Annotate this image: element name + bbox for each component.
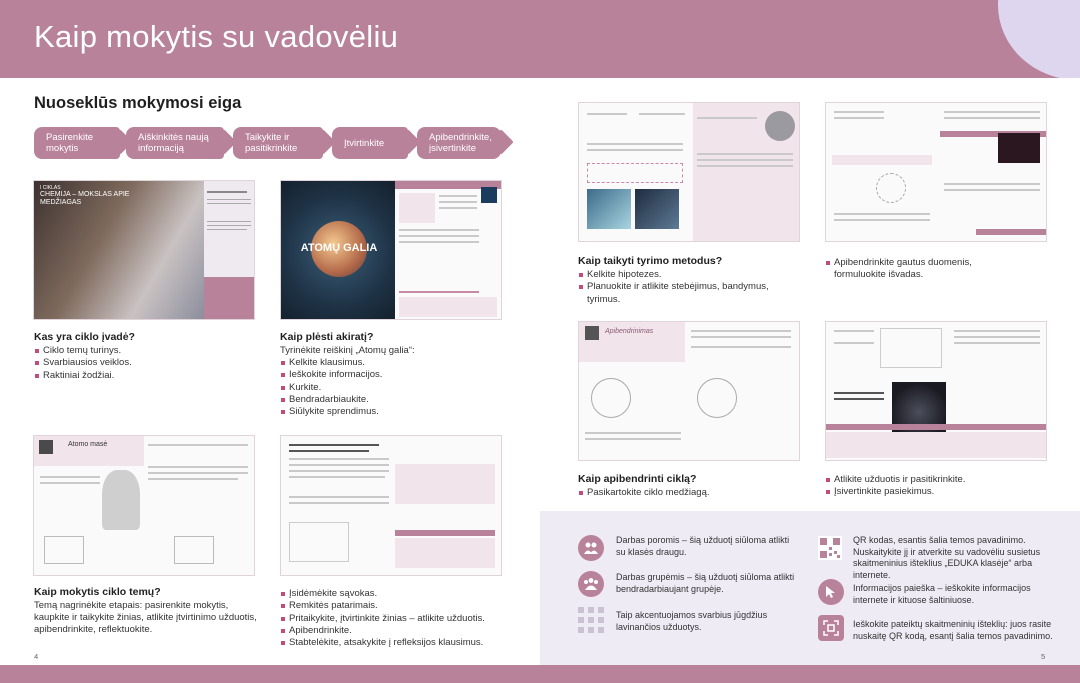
- summarize-list: [578, 487, 710, 499]
- list-item: Atlikite užduotis ir pasitikrinkite.: [825, 474, 965, 486]
- list-item: Siūlykite sprendimus.: [280, 406, 382, 418]
- list-item: Kurkite.: [280, 382, 382, 394]
- legend-digital: Ieškokite pateiktų skaitmeninių išteklių: juos rasite nuskaitę QR kodą, esantį šalia temos pavadinimo.: [853, 619, 1053, 641]
- header-decor-circle: [998, 0, 1080, 78]
- summarize-right-list: [825, 474, 965, 499]
- cycle-side-panel: [204, 181, 255, 320]
- glow-image: [998, 133, 1040, 163]
- pair-work-icon: [578, 535, 604, 561]
- step-1: Pasirenkite mokytis: [34, 127, 120, 159]
- header-band: [0, 0, 1080, 78]
- thumb-topic: [280, 435, 502, 576]
- list-item: Kelkite klausimus.: [280, 357, 382, 369]
- research-list: [578, 269, 778, 306]
- summary-thumb-title: Apibendrinimas: [605, 328, 654, 335]
- thumb-summary: [578, 321, 800, 461]
- list-item: Ciklo temų turinys.: [34, 345, 132, 357]
- thumb-summary-2: [825, 321, 1047, 461]
- scientist-illustration: [102, 470, 140, 530]
- research-title: Kaip taikyti tyrimo metodus?: [578, 255, 723, 267]
- atoms-image: [281, 181, 395, 320]
- atoms-thumb-title: ATOMŲ GALIA: [300, 242, 378, 254]
- page-number-right: 5: [1041, 652, 1046, 661]
- atom-model: [876, 173, 906, 203]
- coin-image: [765, 111, 795, 141]
- group-work-icon: [578, 571, 604, 597]
- list-item: Pasikartokite ciklo medžiagą.: [578, 487, 710, 499]
- qr-code-icon: [39, 440, 53, 454]
- broaden-list: [280, 357, 382, 418]
- thumb-cycle-intro: [33, 180, 255, 320]
- list-item: Raktiniai žodžiai.: [34, 370, 132, 382]
- cycle-label: I CIKLAS: [40, 185, 61, 191]
- list-item: Apibendrinkite gautus duomenis, formuluokite išvadas.: [825, 257, 1025, 282]
- list-item: Kelkite hipotezes.: [578, 269, 778, 281]
- list-item: Svarbiausios veiklos.: [34, 357, 132, 369]
- broaden-title: Kaip plėsti akiratį?: [280, 331, 374, 343]
- cycle-intro-list: [34, 345, 132, 382]
- thumb-research: [578, 102, 800, 242]
- qr-code-icon: [481, 187, 497, 203]
- footer-band: [0, 665, 1080, 683]
- step-4: Įtvirtinkite: [332, 127, 408, 159]
- list-item: Bendradarbiaukite.: [280, 394, 382, 406]
- qr-code-icon: [585, 326, 599, 340]
- list-item: Stabtelėkite, atsakykite į refleksijos klausimus.: [280, 637, 520, 649]
- list-item: Apibendrinkite.: [280, 625, 520, 637]
- list-item: Remkitės patarimais.: [280, 600, 520, 612]
- page-title: Kaip mokytis su vadovėliu: [34, 19, 399, 54]
- step-5: Apibendrinkite, įsivertinkite: [417, 127, 501, 159]
- thumb-atoms: [280, 180, 502, 320]
- cursor-icon: [818, 579, 844, 605]
- topic-right-list: [280, 588, 520, 649]
- list-item: Įsidėmėkite sąvokas.: [280, 588, 520, 600]
- thumb-atom-mass: [33, 435, 255, 576]
- atom-mass-thumb-title: Atomo masė: [68, 441, 108, 448]
- topic-text: Temą nagrinėkite etapais: pasirenkite mokytis, kaupkite ir taikykite žinias, atlikite įtvirtinimo užduotis, apibendrinkite, reflektuokite.: [34, 600, 257, 636]
- thumb-research-2: [825, 102, 1047, 242]
- scan-icon: [818, 615, 844, 641]
- icon-legend-panel: [540, 511, 1080, 665]
- legend-group-work: Darbas grupėmis – šią užduotį siūloma atlikti bendradarbiaujant grupėje.: [616, 572, 795, 594]
- step-3: Taikykite ir pasitikrinkite: [233, 127, 323, 159]
- list-item: Planuokite ir atlikite stebėjimus, bandymus, tyrimus.: [578, 281, 778, 306]
- step-2: Aiškinkitės naują informaciją: [126, 127, 224, 159]
- topic-title: Kaip mokytis ciklo temų?: [34, 586, 161, 598]
- list-item: Pritaikykite, įtvirtinkite žinias – atlikite užduotis.: [280, 613, 520, 625]
- legend-pair-work: Darbas poromis – šią užduotį siūloma atlikti su klasės draugu.: [616, 535, 790, 557]
- research-photo-2: [635, 189, 679, 229]
- list-item: Ieškokite informacijos.: [280, 369, 382, 381]
- legend-search: Informacijos paieška – ieškokite informacijos internete ir kituose šaltiniuose.: [853, 583, 1031, 605]
- legend-qr: QR kodas, esantis šalia temos pavadinimo. Nuskaitykite jį ir atverkite su vadovėliu susietus skaitmeninius išteklius „EDUKA klasėje“ arba internete.: [853, 535, 1041, 580]
- legend-skills: Taip akcentuojamos svarbius jūgdžius lavinančios užduotys.: [616, 610, 768, 632]
- broaden-intro: Tyrinėkite reiškinį „Atomų galia“:: [280, 345, 415, 356]
- skills-dots-icon: [578, 607, 604, 633]
- qr-code-icon: [818, 536, 842, 560]
- section-title: Nuoseklūs mokymosi eiga: [34, 94, 242, 112]
- cycle-intro-title: Kas yra ciklo įvadė?: [34, 331, 135, 343]
- research-photo-1: [587, 189, 631, 229]
- summarize-title: Kaip apibendrinti ciklą?: [578, 473, 697, 485]
- research-right-list: [825, 257, 1025, 282]
- page-number-left: 4: [34, 652, 39, 661]
- cycle-thumb-title: CHEMIJA – MOKSLAS APIE MEDŽIAGAS: [40, 191, 130, 206]
- list-item: Įsivertinkite pasiekimus.: [825, 486, 965, 498]
